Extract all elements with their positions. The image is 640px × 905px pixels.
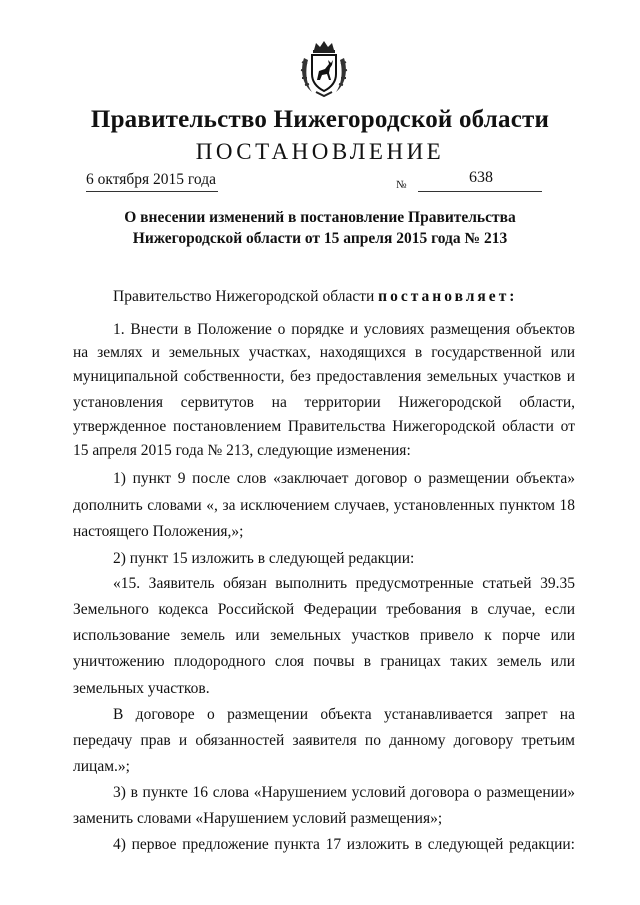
organization-title: Правительство Нижегородской области: [90, 106, 550, 133]
document-date: 6 октября 2015 года: [86, 171, 216, 188]
number-sign: №: [396, 179, 407, 191]
document-number: 638: [469, 169, 493, 186]
document-subject: [60, 207, 580, 249]
paragraph-line: 1. Внести в Положение о порядке и условиях размещения объектов: [113, 321, 575, 338]
paragraph-line: заменить словами «Нарушением условий размещения»;: [73, 810, 443, 827]
paragraph-line: утвержденное постановлением Правительства Нижегородской области от: [73, 418, 575, 435]
paragraph-line: установления сервитутов на территории Нижегородской области,: [73, 394, 575, 411]
paragraph-line: Земельного кодекса Российской Федерации требования в случае, если: [73, 601, 575, 618]
paragraph-line: 4) первое предложение пункта 17 изложить в следующей редакции:: [113, 836, 575, 853]
coat-of-arms-icon: [298, 40, 350, 98]
intro-line: [113, 286, 517, 308]
paragraph-line: 15 апреля 2015 года № 213, следующие изменения:: [73, 442, 411, 459]
paragraph-line: дополнить словами «, за исключением случаев, установленных пунктом 18: [73, 497, 575, 514]
paragraph-line: уничтожению плодородного слоя почвы в границах таких земель или: [73, 653, 575, 670]
subject-line: Нижегородской области от 15 апреля 2015 года № 213: [132, 230, 508, 247]
paragraph-line: на землях и земельных участках, находящихся в государственной или: [73, 344, 575, 361]
paragraph-line: 2) пункт 15 изложить в следующей редакции:: [113, 550, 415, 567]
number-underline: [418, 191, 542, 192]
subject-line: О внесении изменений в постановление Правительства: [124, 209, 516, 226]
document-type: ПОСТАНОВЛЕНИЕ: [195, 139, 445, 164]
paragraph-line: 3) в пункте 16 слова «Нарушением условий договора о размещении»: [113, 784, 575, 801]
date-underline: [86, 191, 218, 192]
paragraph-line: использование земель или земельных участков привело к порче или: [73, 627, 575, 644]
paragraph-line: 1) пункт 9 после слов «заключает договор о размещении объекта»: [113, 470, 575, 487]
paragraph-line: В договоре о размещении объекта устанавливается запрет на: [113, 706, 575, 723]
intro-verb: постановляет:: [378, 288, 518, 305]
paragraph-line: «15. Заявитель обязан выполнить предусмотренные статьей 39.35: [113, 575, 575, 592]
paragraph-line: лицам.»;: [73, 758, 130, 775]
paragraph-line: земельных участков.: [73, 680, 210, 697]
paragraph-line: передачу прав и обязанностей заявителя по данному договору третьим: [73, 732, 575, 749]
intro-text: Правительство Нижегородской области: [113, 288, 379, 305]
paragraph-line: муниципальной собственности, без предоставления земельных участков и: [73, 368, 575, 385]
paragraph-line: настоящего Положения,»;: [73, 523, 244, 540]
